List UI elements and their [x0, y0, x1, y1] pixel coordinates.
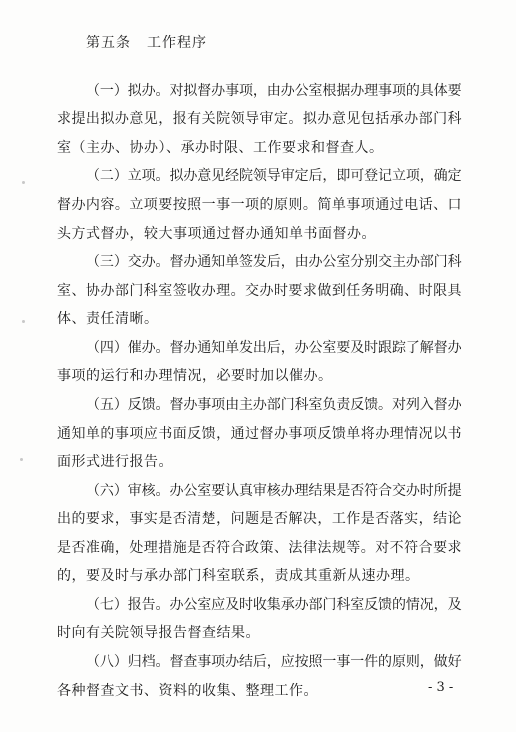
page-number: - 3 - [428, 680, 454, 695]
text-line: （四）催办。督办通知单发出后，办公室要及时跟踪了解督办 [86, 340, 462, 356]
text-line: 事项的运行和办理情况，必要时加以催办。 [57, 368, 333, 384]
text-line: 时向有关院领导报告督查结果。 [57, 625, 260, 641]
text-line: 出的要求，事实是否清楚，问题是否解决，工作是否落实，结论 [57, 511, 462, 527]
text-line: 是否准确，处理措施是否符合政策、法律法规等。对不符合要求 [57, 540, 462, 556]
text-line: 通知单的事项应书面反馈，通过督办事项反馈单将办理情况以书 [57, 426, 462, 442]
scan-speck [22, 320, 25, 323]
article-title: 工作程序 [147, 35, 207, 51]
text-line: 各种督查文书、资料的收集、整理工作。 [57, 683, 318, 699]
text-line: （六）审核。办公室要认真审核办理结果是否符合交办时所提 [86, 483, 462, 499]
text-line: 督办内容。立项要按照一事一项的原则。简单事项通过电话、口 [57, 197, 462, 213]
text-line: （一）拟办。对拟督办事项，由办公室根据办理事项的具体要 [86, 83, 462, 99]
text-line: （八）归档。督查事项办结后，应按照一事一件的原则，做好 [86, 654, 462, 670]
text-line: 的，要及时与承办部门科室联系，责成其重新从速办理。 [57, 568, 420, 584]
article-heading [86, 32, 207, 52]
text-line: 头方式督办，较大事项通过督办通知单书面督办。 [57, 226, 376, 242]
text-line: 室（主办、协办）、承办时限、工作要求和督查人。 [57, 140, 384, 156]
text-line: （二）立项。拟办意见经院领导审定后，即可登记立项，确定 [86, 168, 462, 184]
article-number: 第五条 [86, 35, 131, 51]
scan-speck [22, 181, 25, 184]
text-line: （七）报告。办公室应及时收集承办部门科室反馈的情况，及 [86, 597, 462, 613]
text-line: 室、协办部门科室签收办理。交办时要求做到任务明确、时限具 [57, 283, 462, 299]
text-line: 体、责任清晰。 [57, 311, 159, 327]
text-line: （五）反馈。督办事项由主办部门科室负责反馈。对列入督办 [86, 397, 462, 413]
scan-speck [20, 458, 23, 461]
text-line: 求提出拟办意见，报有关院领导审定。拟办意见包括承办部门科 [57, 111, 462, 127]
text-line: 面形式进行报告。 [57, 454, 173, 470]
text-line: （三）交办。督办通知单签发后，由办公室分别交主办部门科 [86, 254, 462, 270]
